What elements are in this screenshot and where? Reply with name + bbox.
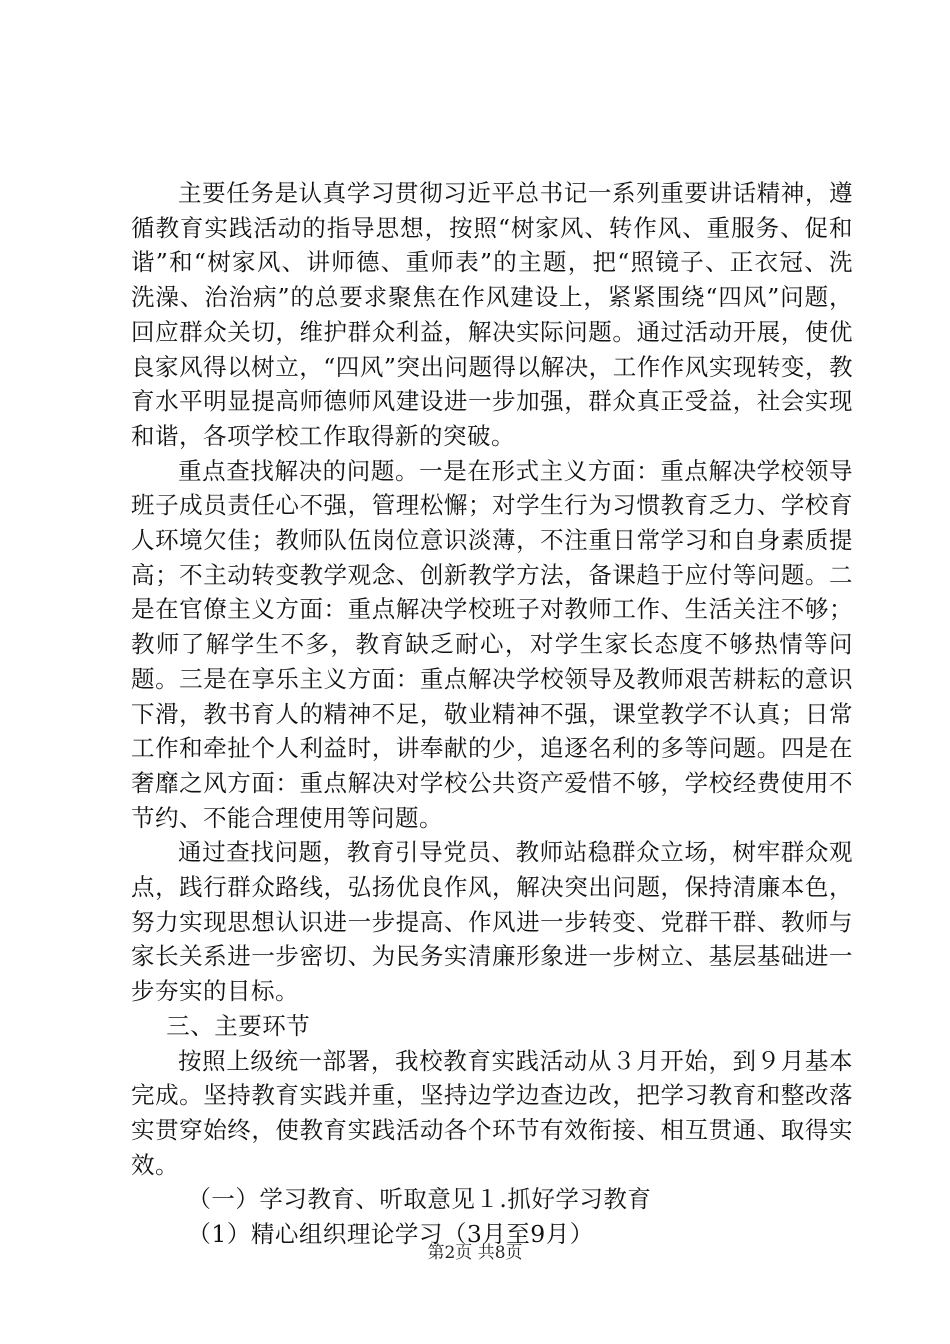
section-heading-main-steps: 三、主要环节 — [166, 1011, 311, 1040]
paragraph-key-problems: 重点查找解决的问题。一是在形式主义方面：重点解决学校领导班子成员责任心不强，管理松懈；对学生行为习惯教育乏力、学校育人环境欠佳；教师队伍岗位意识淡薄，不注重日常学习和自身素质提高；不主动转变教学观念、创新教学方法，备课趋于应付等问题。二是在官僚主义方面：重点解决学校班子对教师工作、生活关注不够；教师了解学生不多，教育缺乏耐心，对学生家长态度不够热情等问题。三是在享乐主义方面：重点解决学校领导及教师艰苦耕耘的意识下滑，教书育人的精神不足，敬业精神不强，课堂教学不认真；日常工作和牵扯个人利益时，讲奉献的少，追逐名利的多等问题。四是在奢靡之风方面：重点解决对学校公共资产爱惜不够，学校经费使用不节约、不能合理使用等问题。 — [131, 456, 853, 832]
document-body — [131, 176, 853, 1252]
paragraph-schedule: 按照上级统一部署，我校教育实践活动从３月开始，到９月基本完成。坚持教育实践并重，坚持边学边查边改，把学习教育和整改落实贯穿始终，使教育实践活动各个环节有效衔接、相互贯通、取得实效。 — [131, 1046, 853, 1179]
page-footer: 第2页 共8页 — [427, 1243, 523, 1263]
subheading-theory-study: （1）精心组织理论学习（3月至9月） — [187, 1220, 594, 1249]
paragraph-goals: 通过查找问题，教育引导党员、教师站稳群众立场，树牢群众观点，践行群众路线，弘扬优良作风，解决突出问题，保持清廉本色，努力实现思想认识进一步提高、作风进一步转变、党群干群、教师与家长关系进一步密切、为民务实清廉形象进一步树立、基层基础进一步夯实的目标。 — [131, 838, 853, 1006]
paragraph-main-tasks: 主要任务是认真学习贯彻习近平总书记一系列重要讲话精神，遵循教育实践活动的指导思想，按照“树家风、转作风、重服务、促和谐”和“树家风、讲师德、重师表”的主题，把“照镜子、正衣冠、洗洗澡、治治病”的总要求聚焦在作风建设上，紧紧围绕“四风”问题，回应群众关切，维护群众利益，解决实际问题。通过活动开展，使优良家风得以树立，“四风”突出问题得以解决，工作作风实现转变，教育水平明显提高师德师风建设进一步加强，群众真正受益，社会实现和谐，各项学校工作取得新的突破。 — [131, 179, 853, 450]
subheading-study-education: （一）学习教育、听取意见１.抓好学习教育 — [187, 1185, 652, 1214]
